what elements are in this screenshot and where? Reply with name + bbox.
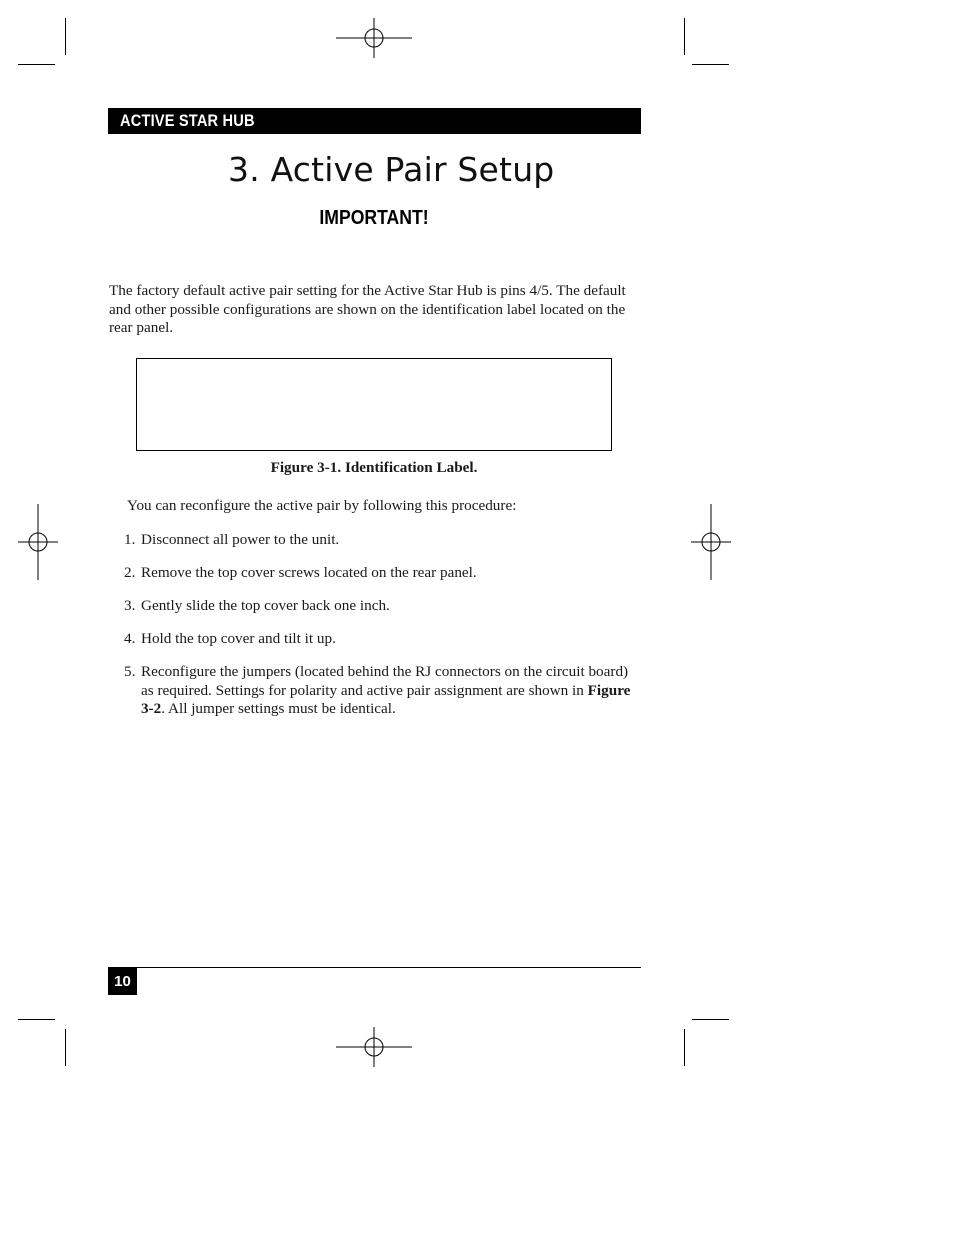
step-number: 5. bbox=[124, 662, 136, 680]
step-text: Gently slide the top cover back one inch. bbox=[141, 596, 390, 614]
step-text-before: Reconfigure the jumpers (located behind the RJ connectors on the circuit board) as required. Settings for polarity and active pair assignment are shown in bbox=[141, 662, 629, 699]
procedure-intro: You can reconfigure the active pair by following this procedure: bbox=[127, 497, 517, 514]
crop-mark bbox=[684, 18, 685, 55]
identification-label-figure bbox=[136, 358, 612, 451]
registration-mark-bottom bbox=[336, 1027, 412, 1067]
procedure-steps bbox=[124, 531, 644, 733]
list-item bbox=[124, 531, 644, 550]
step-number: 2. bbox=[124, 563, 136, 581]
crop-mark bbox=[18, 1019, 55, 1020]
crop-mark bbox=[692, 1019, 729, 1020]
step-text: Hold the top cover and tilt it up. bbox=[141, 629, 336, 647]
footer-rule bbox=[108, 967, 641, 968]
registration-mark-right bbox=[691, 504, 731, 580]
figure-caption: Figure 3-1. Identification Label. bbox=[270, 459, 478, 476]
running-header bbox=[108, 108, 641, 134]
crop-mark bbox=[692, 64, 729, 65]
figure-reference: Figure 3-2 bbox=[141, 681, 631, 718]
registration-mark-top bbox=[336, 18, 412, 58]
crop-mark bbox=[65, 1029, 66, 1066]
step-text: Remove the top cover screws located on the rear panel. bbox=[141, 563, 477, 581]
crop-mark bbox=[65, 18, 66, 55]
running-header-title: ACTIVE STAR HUB bbox=[120, 111, 255, 130]
list-item bbox=[124, 597, 644, 616]
page-number: 10 bbox=[114, 973, 131, 990]
step-text-after: . All jumper settings must be identical. bbox=[161, 700, 396, 718]
step-number: 3. bbox=[124, 596, 136, 614]
step-number: 1. bbox=[124, 531, 136, 548]
page-number-box bbox=[108, 968, 137, 995]
list-item bbox=[124, 663, 644, 719]
step-text bbox=[141, 663, 644, 719]
crop-mark bbox=[18, 64, 55, 65]
crop-mark bbox=[684, 1029, 685, 1066]
registration-mark-left bbox=[18, 504, 58, 580]
step-number: 4. bbox=[124, 629, 136, 647]
chapter-title: 3. Active Pair Setup bbox=[228, 150, 555, 189]
list-item bbox=[124, 630, 644, 649]
step-text: Disconnect all power to the unit. bbox=[141, 531, 340, 548]
important-heading: IMPORTANT! bbox=[319, 207, 429, 229]
intro-paragraph: The factory default active pair setting for the Active Star Hub is pins 4/5. The default and other possible configurations are shown on the identification label located on the rear panel. bbox=[109, 282, 626, 337]
list-item bbox=[124, 564, 644, 583]
